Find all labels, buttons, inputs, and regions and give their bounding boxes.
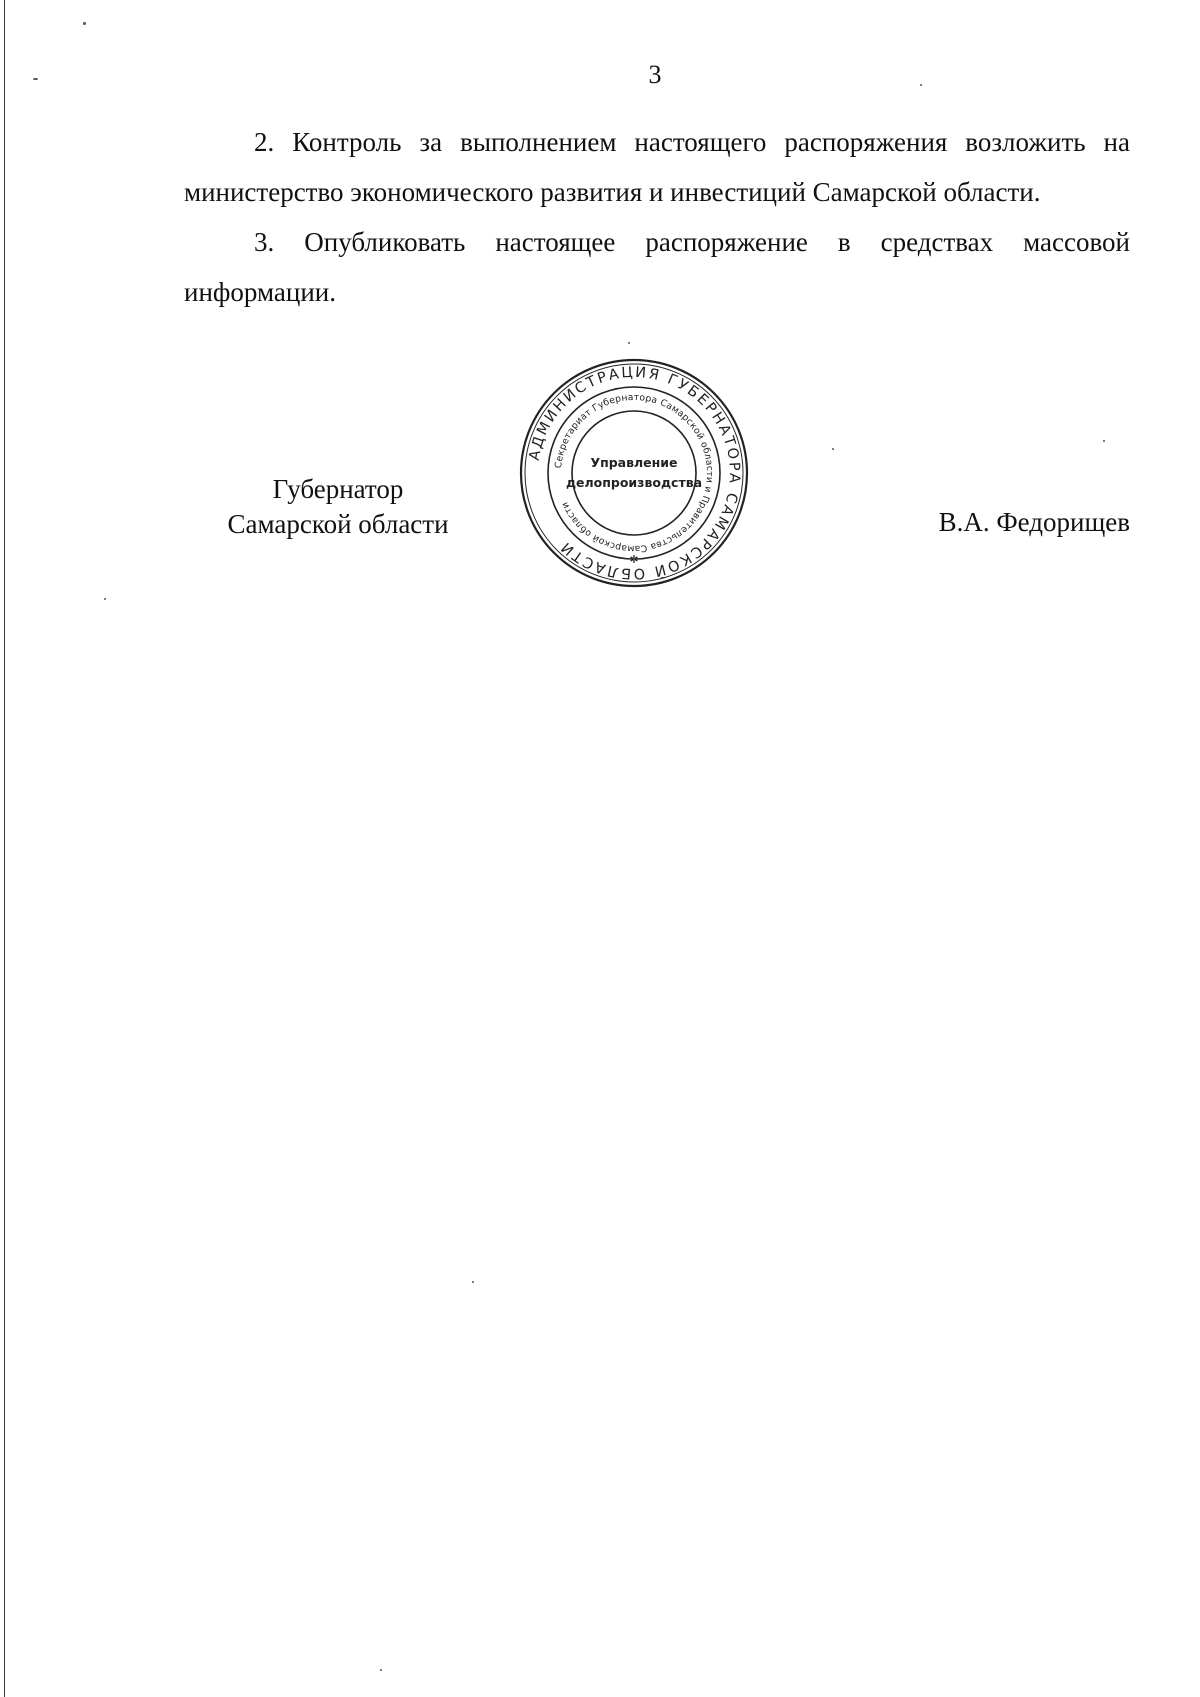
paragraph-control: 2. Контроль за выполнением настоящего распоряжения возложить на министерство экономического развития и инвестиций Самарской области. [184,127,1130,207]
svg-text:Секретариат Губернатора Самарс [553,392,715,554]
signatory-name: В.А. Федорищев [938,507,1130,537]
scan-speck [628,342,630,344]
scan-speck [920,84,922,86]
paragraph-publish: 3. Опубликовать настоящее распоряжение в средствах массовой информации. [184,227,1130,307]
page-number: 3 [648,60,662,89]
official-seal-stamp [516,355,752,591]
signatory-position-line1: Губернатор [272,474,404,504]
scan-speck [832,448,834,450]
seal-center-line2: делопроизводства [565,475,703,490]
seal-outer-ring-text: АДМИНИСТРАЦИЯ ГУБЕРНАТОРА САМАРСКОЙ ОБЛАСТИ [526,364,743,582]
scan-speck [83,22,86,25]
scan-speck [33,78,38,80]
scan-speck [1103,440,1105,442]
signatory-position-line2: Самарской области [227,509,449,539]
seal-star-bottom: ✲ [629,553,639,566]
scan-speck [472,1281,474,1283]
seal-inner-ring-text: Секретариат Губернатора Самарской области и Правительства Самарской области [553,391,716,555]
scan-speck [380,1669,382,1671]
scan-speck [104,598,106,600]
document-body [184,117,1130,317]
signatory-position [208,472,468,542]
scan-left-edge [4,0,5,1697]
seal-center-line1: Управление [590,455,678,470]
